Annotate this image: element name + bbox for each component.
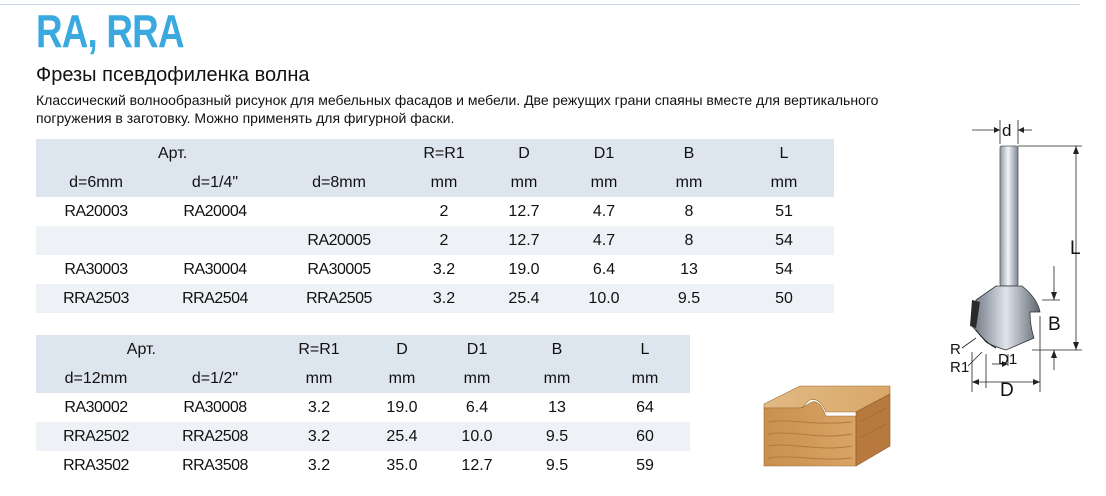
table-row: [36, 284, 834, 313]
value-cell: 4.7: [564, 226, 644, 255]
value-cell: 35.0: [386, 456, 418, 474]
value-cell: 9.5: [514, 422, 600, 451]
shank-12mm-label: d=12mm: [36, 364, 156, 393]
col-r-label: R=R1: [274, 335, 364, 364]
article-cell: RRA3508: [182, 456, 248, 474]
brand-title: RA, RRA: [36, 5, 184, 57]
value-cell: 6.4: [465, 398, 489, 416]
dim-label-l: L: [1070, 238, 1081, 259]
spec-table-large-shank: [36, 335, 690, 480]
table-row: [36, 451, 690, 480]
table-row: [36, 197, 834, 226]
product-description: Классический волнообразный рисунок для мебельных фасадов и мебели. Две режущих грани спаяны вместе для вертикального погружения в заготовку. Можно применять для фигурной фаски.: [36, 92, 879, 126]
article-cell: RA20003: [64, 202, 128, 220]
unit-label: mm: [364, 364, 440, 393]
value-cell: 51: [775, 202, 793, 220]
article-cell: RRA2505: [274, 284, 404, 313]
table-row: [36, 393, 690, 422]
value-cell: 54: [775, 260, 793, 278]
col-l-label: L: [600, 335, 690, 364]
value-cell: 12.7: [484, 226, 564, 255]
shank-half-label: d=1/2": [156, 364, 274, 393]
shank-quarter-label: d=1/4": [156, 168, 274, 197]
product-subtitle: Фрезы псевдофиленка волна: [36, 64, 310, 86]
dim-label-r1: R1: [950, 359, 970, 376]
col-r-label: R=R1: [404, 139, 484, 168]
value-cell: 50: [734, 284, 834, 313]
article-cell: RA30002: [64, 398, 128, 416]
dim-label-d1: D1: [998, 351, 1018, 368]
col-d1-label: D1: [440, 335, 514, 364]
article-cell: RRA2504: [156, 284, 274, 313]
col-d-label: D: [484, 139, 564, 168]
article-cell: RA20004: [183, 202, 247, 220]
value-cell: 59: [636, 456, 654, 474]
value-cell: 8: [644, 226, 734, 255]
article-cell: RRA2508: [156, 422, 274, 451]
article-cell: [156, 226, 274, 255]
unit-label: mm: [404, 168, 484, 197]
value-cell: 10.0: [440, 422, 514, 451]
value-cell: 3.2: [404, 284, 484, 313]
dim-label-d: d: [1002, 121, 1012, 140]
unit-label: mm: [734, 168, 834, 197]
header-row-labels: [36, 335, 690, 364]
article-cell: RA30005: [307, 260, 371, 278]
value-cell: 12.7: [461, 456, 493, 474]
unit-label: mm: [440, 364, 514, 393]
value-cell: 8: [684, 202, 694, 220]
article-cell: [274, 197, 404, 226]
value-cell: 19.0: [386, 398, 418, 416]
article-cell: RRA2503: [36, 284, 156, 313]
value-cell: 25.4: [484, 284, 564, 313]
col-b-label: B: [644, 139, 734, 168]
article-cell: RRA3502: [63, 456, 129, 474]
value-cell: 10.0: [564, 284, 644, 313]
wood-profile-illustration: [760, 378, 892, 470]
value-cell: 60: [600, 422, 690, 451]
article-cell: RA20005: [274, 226, 404, 255]
value-cell: 6.4: [592, 260, 616, 278]
value-cell: 4.7: [592, 202, 616, 220]
article-cell: RA30008: [183, 398, 247, 416]
router-bit-diagram: [946, 116, 1096, 400]
unit-label: mm: [564, 168, 644, 197]
value-cell: 2: [404, 226, 484, 255]
dim-label-big-d: D: [1000, 380, 1014, 400]
value-cell: 25.4: [364, 422, 440, 451]
unit-label: mm: [514, 364, 600, 393]
col-l-label: L: [734, 139, 834, 168]
table-row: [36, 255, 834, 284]
value-cell: 64: [636, 398, 654, 416]
dim-label-r: R: [950, 341, 961, 358]
header-row-labels: [36, 139, 834, 168]
article-cell: RRA2502: [36, 422, 156, 451]
dim-label-b: B: [1048, 314, 1061, 335]
value-cell: 13: [680, 260, 698, 278]
unit-label: mm: [600, 364, 690, 393]
table-row: [36, 422, 690, 451]
value-cell: 13: [548, 398, 566, 416]
shank-8mm-label: d=8mm: [274, 168, 404, 197]
value-cell: 9.5: [545, 456, 569, 474]
unit-label: mm: [644, 168, 734, 197]
col-d-label: D: [364, 335, 440, 364]
value-cell: 3.2: [307, 398, 331, 416]
value-cell: 3.2: [274, 422, 364, 451]
table-row: [36, 226, 834, 255]
art-label: Арт.: [156, 139, 274, 168]
art-label: Арт.: [36, 335, 156, 364]
article-cell: [36, 226, 156, 255]
article-cell: RA30003: [64, 260, 128, 278]
value-cell: 12.7: [508, 202, 540, 220]
value-cell: 9.5: [644, 284, 734, 313]
article-cell: RA30004: [183, 260, 247, 278]
header-row-units: [36, 168, 834, 197]
spec-table-small-shank: [36, 139, 834, 313]
header-row-units: [36, 364, 690, 393]
value-cell: 3.2: [432, 260, 456, 278]
unit-label: mm: [274, 364, 364, 393]
shank-6mm-label: d=6mm: [36, 168, 156, 197]
value-cell: 3.2: [307, 456, 331, 474]
col-b-label: B: [514, 335, 600, 364]
value-cell: 54: [734, 226, 834, 255]
col-d1-label: D1: [564, 139, 644, 168]
value-cell: 2: [439, 202, 449, 220]
unit-label: mm: [484, 168, 564, 197]
value-cell: 19.0: [508, 260, 540, 278]
